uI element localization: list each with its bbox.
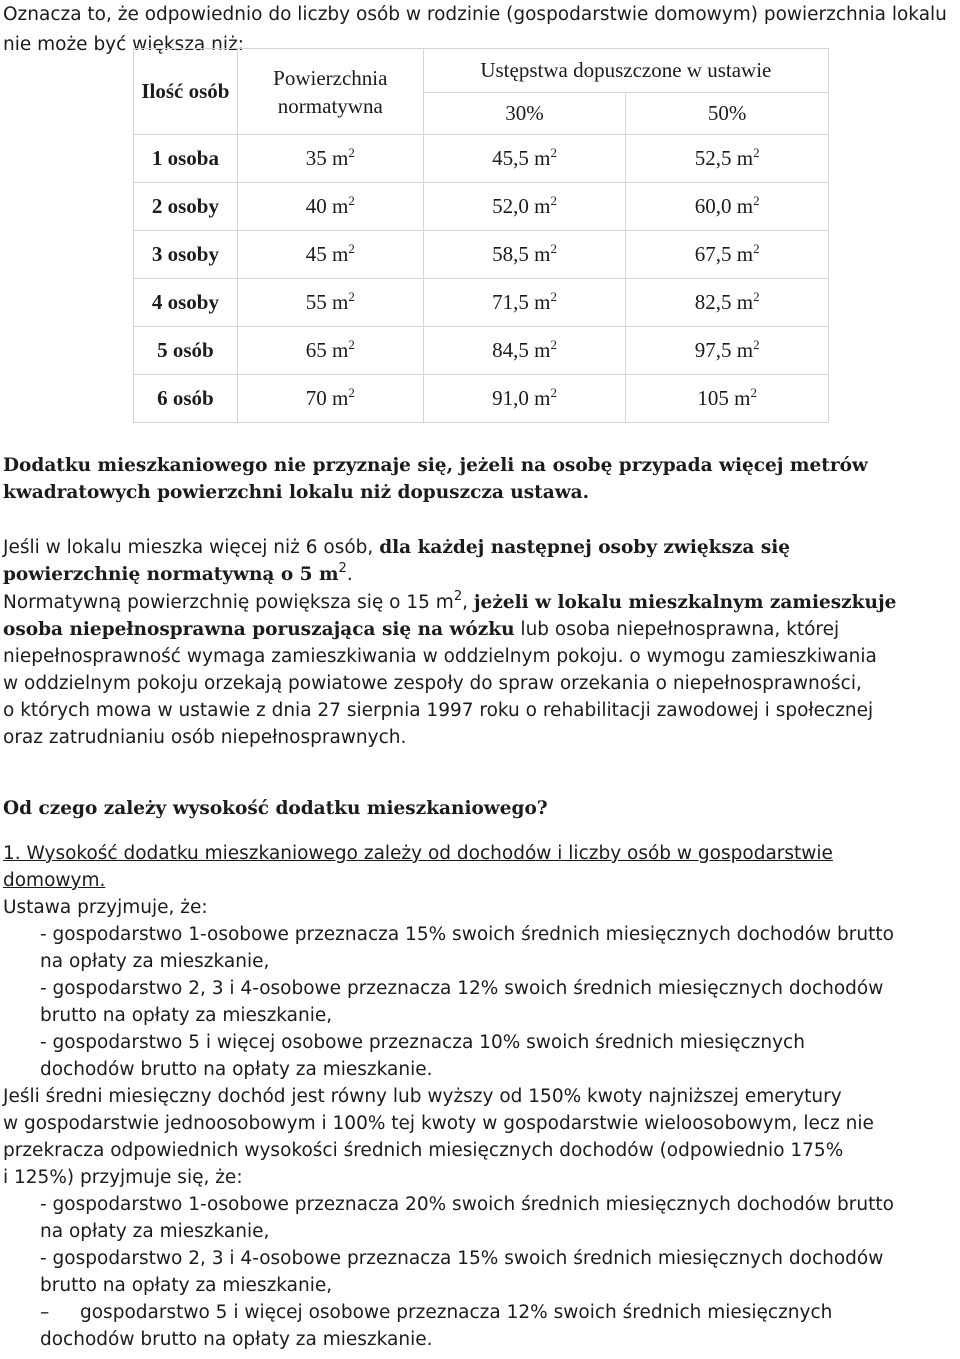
cell-area-unit: m [331,290,349,314]
table-row [134,279,829,327]
disabled-bold2: osoba niepełnosprawna poruszająca się na wózku [3,619,515,640]
cell-50-value: 82,5 [694,290,732,314]
cell-30-value: 91,0 [492,386,529,410]
cell-area-value: 45 [305,242,327,266]
table-body [134,135,829,423]
cell-50-value: 60,0 [694,194,732,218]
cell-50-unit: m [736,146,754,170]
cell-area [237,279,423,327]
cell-30-unit-exp: 2 [550,337,557,352]
cell-area [237,375,423,423]
disabled-g: oraz zatrudnianiu osób niepełnosprawnych. [3,727,407,748]
cell-area [237,231,423,279]
list-item-line1: - gospodarstwo 1-osobowe przeznacza 20% swoich średnich miesięcznych dochodów brutto [40,1194,894,1215]
cell-persons [134,327,238,375]
list-item-line1: - gospodarstwo 5 i więcej osobowe przeznacza 10% swoich średnich miesięcznych [40,1032,805,1053]
normative-area-table [133,48,829,423]
disabled-b: , [462,592,474,613]
cell-area-unit-exp: 2 [348,193,355,208]
cell-50-value: 105 [697,386,729,410]
cell-30-unit: m [534,290,551,314]
cell-area [237,135,423,183]
cell-30-value: 58,5 [492,242,529,266]
point1 [3,840,958,894]
cell-50-unit: m [736,242,754,266]
cell-50 [626,375,829,423]
more-persons-bold1: dla każdej następnej osoby zwiększa się [379,537,791,558]
rate-list-2 [3,1191,958,1299]
cell-50-unit-exp: 2 [753,145,760,160]
last-item-line2: dochodów brutto na opłaty za mieszkanie. [40,1329,433,1350]
cell-30-unit-exp: 2 [550,385,557,400]
condition-l2: w gospodarstwie jednoosobowym i 100% tej kwoty w gospodarstwie wieloosobowym, lecz nie [3,1113,874,1134]
cell-area [237,183,423,231]
cell-area-unit-exp: 2 [348,385,355,400]
cell-50-value: 97,5 [694,338,732,362]
cell-30 [423,231,626,279]
cell-area-unit: m [331,386,349,410]
cell-area-unit: m [331,242,349,266]
cell-50 [626,327,829,375]
last-item-line1: gospodarstwo 5 i więcej osobowe przeznacza 12% swoich średnich miesięcznych [80,1302,833,1323]
condition-l3: przekracza odpowiednich wysokości średnich miesięcznych dochodów (odpowiednio 175% [3,1140,844,1161]
list-item-line1: - gospodarstwo 1-osobowe przeznacza 15% swoich średnich miesięcznych dochodów brutto [40,924,894,945]
question-heading: Od czego zależy wysokość dodatku mieszkaniowego? [3,798,548,819]
cell-30-unit-exp: 2 [550,241,557,256]
header-normative-area [237,49,423,135]
cell-persons [134,183,238,231]
last-item-dash: – [40,1302,50,1323]
list-item [3,1245,958,1299]
cell-30-unit: m [534,242,551,266]
disabled-d: niepełnosprawność wymaga zamieszkiwania w oddzielnym pokoju. o wymogu zamieszkiwania [3,646,877,667]
intro-paragraph: Oznacza to, że odpowiednio do liczby osób w rodzinie (gospodarstwie domowym) powierzchnia lokalu nie może być większa niż: [3,4,947,55]
cell-30-unit-exp: 2 [550,145,557,160]
table-row [134,231,829,279]
cell-30-unit: m [534,194,551,218]
point1-line1: 1. Wysokość dodatku mieszkaniowego zależy od dochodów i liczby osób w gospodarstwie [3,843,833,864]
cell-30-value: 45,5 [492,146,529,170]
cell-persons-value: 6 osób [157,386,214,410]
list-item-line2: brutto na opłaty za mieszkanie, [40,1275,333,1296]
cell-area-unit-exp: 2 [348,337,355,352]
header-normative-area-line1: Powierzchnia [273,65,388,90]
cell-50-unit: m [736,338,754,362]
cell-area-unit-exp: 2 [348,289,355,304]
list-item-line1: - gospodarstwo 2, 3 i 4-osobowe przeznacza 15% swoich średnich miesięcznych dochodów [40,1248,884,1269]
header-30: 30% [423,93,626,135]
list-item-line1: - gospodarstwo 2, 3 i 4-osobowe przeznacza 12% swoich średnich miesięcznych dochodów [40,978,884,999]
rate-list-2-last [3,1299,958,1353]
cell-50-unit-exp: 2 [750,385,757,400]
table-row [134,135,829,183]
disabled-f: o których mowa w ustawie z dnia 27 sierpnia 1997 roku o rehabilitacji zawodowej i społecznej [3,700,874,721]
cell-area-value: 70 [305,386,327,410]
cell-50-unit: m [736,290,754,314]
cell-50 [626,231,829,279]
cell-area-unit-exp: 2 [348,241,355,256]
cell-30-unit: m [534,338,551,362]
cell-50-value: 52,5 [694,146,732,170]
list-item-line2: na opłaty za mieszkanie, [40,1221,270,1242]
list-item [3,975,958,1029]
cell-area-value: 55 [305,290,327,314]
cell-50-unit-exp: 2 [753,193,760,208]
cell-50-unit-exp: 2 [753,241,760,256]
cell-persons-value: 3 osoby [151,242,219,266]
cell-area-value: 65 [305,338,327,362]
header-persons: Ilość osób [134,49,238,135]
cell-persons [134,135,238,183]
cell-30 [423,375,626,423]
list-item [3,1191,958,1245]
cell-30-value: 84,5 [492,338,529,362]
cell-area [237,327,423,375]
cell-area-unit: m [331,194,349,218]
cell-30 [423,327,626,375]
rate-list-1 [3,921,958,1083]
notice [3,452,958,506]
cell-30-unit: m [534,386,551,410]
cell-area-unit-exp: 2 [348,145,355,160]
assumes-1-text: Ustawa przyjmuje, że: [3,897,208,918]
disabled-exp: 2 [453,589,463,604]
cell-50-unit: m [736,194,754,218]
disabled-c: lub osoba niepełnosprawna, której [514,619,840,640]
cell-area-unit: m [331,338,349,362]
cell-50-unit-exp: 2 [753,289,760,304]
assumes-1 [3,894,958,921]
list-item-line2: na opłaty za mieszkanie, [40,951,270,972]
cell-50-unit-exp: 2 [753,337,760,352]
cell-persons-value: 4 osoby [151,290,219,314]
cell-persons [134,375,238,423]
more-persons-paragraph [3,534,958,588]
list-item [3,921,958,975]
cell-area-value: 40 [305,194,327,218]
disabled-a: Normatywną powierzchnię powiększa się o 15 m [3,592,454,613]
cell-50 [626,183,829,231]
cell-30-unit-exp: 2 [550,289,557,304]
list-item-line2: brutto na opłaty za mieszkanie, [40,1005,333,1026]
list-item-line2: dochodów brutto na opłaty za mieszkanie. [40,1059,433,1080]
cell-50-value: 67,5 [694,242,732,266]
cell-50-unit: m [734,386,751,410]
notice-line2: kwadratowych powierzchni lokalu niż dopuszcza ustawa. [3,482,590,503]
cell-persons-value: 5 osób [157,338,214,362]
question-heading-wrap [3,795,958,822]
cell-30 [423,279,626,327]
header-allowance: Ustępstwa dopuszczone w ustawie [423,49,828,93]
condition-l4: i 125%) przyjmuje się, że: [3,1167,243,1188]
notice-line1: Dodatku mieszkaniowego nie przyznaje się, jeżeli na osobę przypada więcej metrów [3,455,868,476]
table-row [134,183,829,231]
cell-30-unit: m [534,146,551,170]
cell-50 [626,279,829,327]
cell-persons-value: 2 osoby [151,194,219,218]
more-persons-text: Jeśli w lokalu mieszka więcej niż 6 osób, [3,537,380,558]
point1-line2: domowym. [3,870,106,891]
disabled-paragraph [3,589,958,751]
disabled-e: w oddzielnym pokoju orzekają powiatowe zespoły do spraw orzekania o niepełnosprawności, [3,673,862,694]
table-row [134,375,829,423]
condition-l1: Jeśli średni miesięczny dochód jest równy lub wyższy od 150% kwoty najniższej emerytury [3,1086,842,1107]
cell-50 [626,135,829,183]
cell-area-value: 35 [305,146,327,170]
cell-30-value: 52,0 [492,194,529,218]
cell-30-value: 71,5 [492,290,529,314]
cell-30 [423,135,626,183]
more-persons-bold2: powierzchnię normatywną o 5 m [3,564,339,585]
list-item [3,1029,958,1083]
cell-area-unit: m [331,146,349,170]
cell-persons [134,231,238,279]
disabled-bold1: jeżeli w lokalu mieszkalnym zamieszkuje [473,592,897,613]
header-normative-area-line2: normatywna [277,93,383,118]
cell-persons [134,279,238,327]
table-row [134,327,829,375]
cell-30 [423,183,626,231]
cell-persons-value: 1 osoba [151,146,219,170]
more-persons-exp: 2 [338,561,347,576]
header-50: 50% [626,93,829,135]
cell-30-unit-exp: 2 [550,193,557,208]
more-persons-end: . [346,564,353,585]
condition-paragraph [3,1083,958,1191]
